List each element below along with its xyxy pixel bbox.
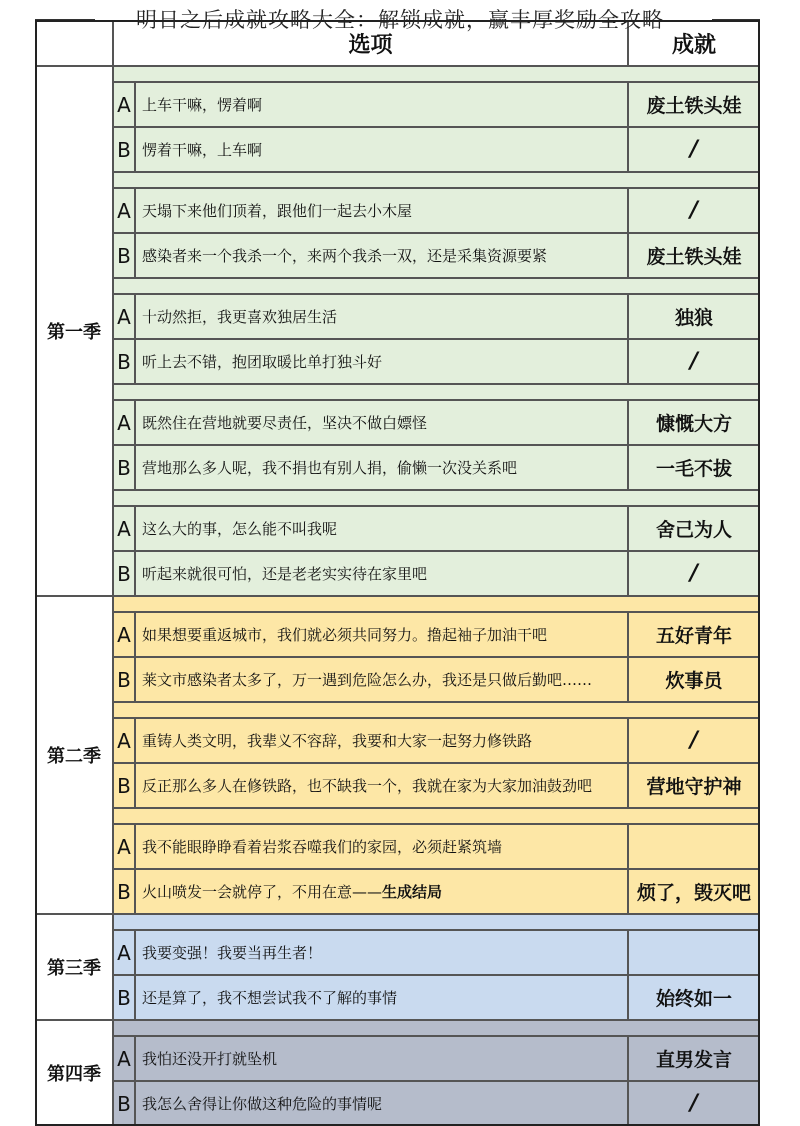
option-text: [135, 930, 628, 975]
option-text: [135, 869, 628, 914]
group-separator: [113, 384, 760, 400]
option-text-label: 还是算了，我不想尝试我不了解的事情: [142, 988, 398, 1007]
option-text-label: 营地那么多人呢，我不捐也有别人捐，偷懒一次没关系吧: [142, 458, 518, 477]
group-separator: [113, 702, 760, 718]
option-letter: B: [113, 233, 135, 278]
group-separator: [113, 172, 760, 188]
achievement-cell: [628, 824, 760, 869]
option-text-label: 莱文市感染者太多了，万一遇到危险怎么办，我还是只做后勤吧……: [142, 670, 593, 689]
option-letter: B: [113, 127, 135, 172]
option-letter: A: [113, 188, 135, 233]
option-letter: A: [113, 294, 135, 339]
group-separator: [113, 808, 760, 824]
option-letter: B: [113, 551, 135, 596]
option-text: [135, 975, 628, 1020]
option-text-label: 愣着干嘛，上车啊: [142, 140, 263, 159]
option-text-label: 这么大的事，怎么能不叫我呢: [142, 519, 338, 538]
option-text: [135, 612, 628, 657]
option-text: [135, 127, 628, 172]
option-letter: A: [113, 612, 135, 657]
achievement-cell: /: [628, 551, 760, 596]
option-text-label: 听起来就很可怕，还是老老实实待在家里吧: [142, 564, 428, 583]
option-text-label: 我怕还没开打就坠机: [142, 1049, 278, 1068]
option-letter: A: [113, 930, 135, 975]
achievement-cell: 独狼: [628, 294, 760, 339]
achievement-cell: [628, 930, 760, 975]
option-text: [135, 657, 628, 702]
option-letter: B: [113, 869, 135, 914]
group-separator: [113, 490, 760, 506]
option-text: [135, 82, 628, 127]
achievement-cell: 舍己为人: [628, 506, 760, 551]
season-label: 第三季: [35, 914, 113, 1020]
option-letter: B: [113, 763, 135, 808]
option-text: [135, 188, 628, 233]
group-separator: [113, 278, 760, 294]
option-text-label: 上车干嘛，愣着啊: [142, 95, 263, 114]
option-letter: A: [113, 506, 135, 551]
option-text-label: 感染者来一个我杀一个，来两个我杀一双，还是采集资源要紧: [142, 246, 548, 265]
achievement-cell: 一毛不拔: [628, 445, 760, 490]
option-text: [135, 233, 628, 278]
header-options: 选项: [113, 20, 628, 66]
group-separator: [113, 1020, 760, 1036]
option-text: [135, 718, 628, 763]
achievement-cell: 五好青年: [628, 612, 760, 657]
option-text-label: 我怎么舍得让你做这种危险的事情呢: [142, 1094, 383, 1113]
achievement-cell: /: [628, 127, 760, 172]
group-separator: [113, 914, 760, 930]
achievement-cell: 废土铁头娃: [628, 233, 760, 278]
header-achievement: 成就: [628, 20, 760, 66]
option-text-label: 天塌下来他们顶着，跟他们一起去小木屋: [142, 201, 413, 220]
achievement-cell: /: [628, 188, 760, 233]
season-label: 第一季: [35, 66, 113, 596]
option-letter: B: [113, 657, 135, 702]
option-text-label: 十动然拒，我更喜欢独居生活: [142, 307, 338, 326]
option-text-emphasis: 生成结局: [382, 882, 443, 901]
option-text-label: 反正那么多人在修铁路，也不缺我一个，我就在家为大家加油鼓劲吧: [142, 776, 593, 795]
achievement-cell: 直男发言: [628, 1036, 760, 1081]
option-text-label: 重铸人类文明，我辈义不容辞，我要和大家一起努力修铁路: [142, 731, 533, 750]
option-text: [135, 400, 628, 445]
season-label: 第二季: [35, 596, 113, 914]
option-text-label: 我不能眼睁睁看着岩浆吞噬我们的家园，必须赶紧筑墙: [142, 837, 503, 856]
option-letter: A: [113, 824, 135, 869]
option-text: [135, 339, 628, 384]
option-letter: B: [113, 445, 135, 490]
season-label: 第四季: [35, 1020, 113, 1126]
group-separator: [113, 66, 760, 82]
page-title: 明日之后成就攻略大全：解锁成就，赢丰厚奖励全攻略: [136, 8, 664, 32]
achievement-cell: 慷慨大方: [628, 400, 760, 445]
achievement-cell: /: [628, 1081, 760, 1126]
achievement-cell: 始终如一: [628, 975, 760, 1020]
option-letter: A: [113, 718, 135, 763]
option-text: [135, 1036, 628, 1081]
option-letter: B: [113, 975, 135, 1020]
option-text: [135, 551, 628, 596]
option-text: [135, 445, 628, 490]
achievement-cell: 废土铁头娃: [628, 82, 760, 127]
option-text: [135, 506, 628, 551]
option-text: [135, 763, 628, 808]
option-letter: B: [113, 1081, 135, 1126]
option-text-label: 既然住在营地就要尽责任，坚决不做白嫖怪: [142, 413, 428, 432]
option-letter: A: [113, 82, 135, 127]
option-text: [135, 294, 628, 339]
achievement-cell: 炊事员: [628, 657, 760, 702]
option-text-label: 听上去不错，抱团取暖比单打独斗好: [142, 352, 383, 371]
option-letter: B: [113, 339, 135, 384]
option-text-label: 火山喷发一会就停了，不用在意——: [142, 882, 383, 901]
group-separator: [113, 596, 760, 612]
option-text: [135, 824, 628, 869]
achievement-cell: /: [628, 339, 760, 384]
achievement-cell: /: [628, 718, 760, 763]
option-letter: A: [113, 1036, 135, 1081]
option-letter: A: [113, 400, 135, 445]
achievement-cell: 烦了，毁灭吧: [628, 869, 760, 914]
achievement-cell: 营地守护神: [628, 763, 760, 808]
option-text: [135, 1081, 628, 1126]
option-text-label: 我要变强！我要当再生者！: [142, 943, 323, 962]
option-text-label: 如果想要重返城市，我们就必须共同努力。撸起袖子加油干吧: [142, 625, 548, 644]
